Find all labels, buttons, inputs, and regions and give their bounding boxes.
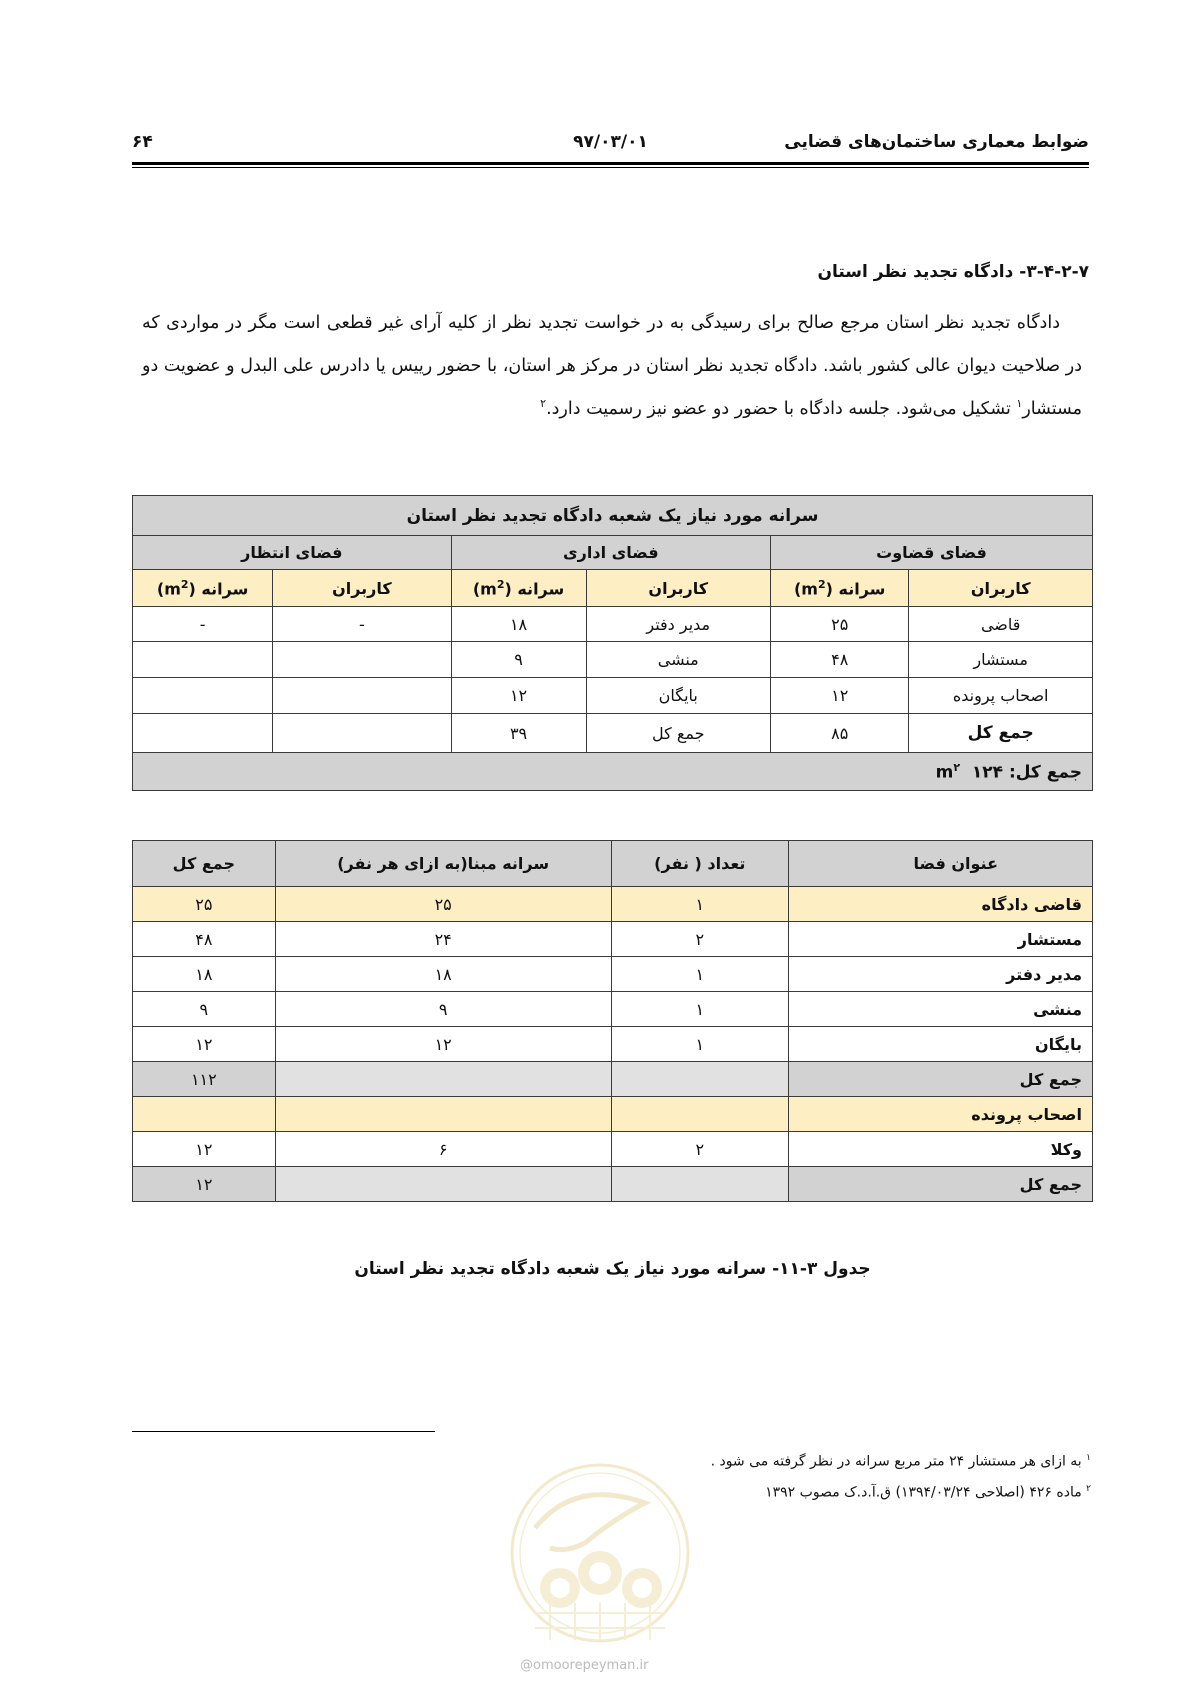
cell [273,642,451,678]
cell: ۱۱۲ [133,1062,276,1097]
paragraph-text-2: تشکیل می‌شود. جلسه دادگاه با حضور دو عضو نیز رسمیت دارد. [546,399,1017,419]
cell-name: مدیر دفتر [788,957,1092,992]
cell [611,1062,788,1097]
cell-name: وکلا [788,1132,1092,1167]
cell: منشی [586,642,770,678]
cell-name: جمع کل [788,1167,1092,1202]
cell [275,1097,611,1132]
cell-name: منشی [788,992,1092,1027]
cell: ۹ [275,992,611,1027]
body-paragraph [142,302,1082,431]
col-header-space-title: عنوان فضا [788,841,1092,887]
cell: ۱۸ [451,607,586,642]
cell: ۴۸ [133,922,276,957]
table-row [133,678,1093,714]
cell: ۱۲ [275,1027,611,1062]
cell [133,1097,276,1132]
footnote-divider [132,1431,435,1432]
cell-name: مستشار [788,922,1092,957]
cell: ۴۸ [770,642,908,678]
footnote-ref-2[interactable]: ۲ [540,397,547,411]
header-rule [132,162,1089,165]
cell: ۱۲ [133,1132,276,1167]
footnote-1: $^۱$ به ازای هر مستشار ۲۴ متر مربع سرانه در نظر گرفته می شود . [710,1453,1091,1470]
cell [133,714,273,753]
table-row [133,1027,1093,1062]
cell: - [133,607,273,642]
cell: ۱۲ [451,678,586,714]
cell: ۱ [611,1027,788,1062]
cell: مستشار [909,642,1093,678]
cell-name: قاضی دادگاه [788,887,1092,922]
cell: ۱ [611,887,788,922]
group-office-space: فضای اداری [451,536,770,570]
col-header-users: کاربران [273,570,451,607]
cell: ۲۵ [275,887,611,922]
cell: ۱ [611,957,788,992]
cell: ۲۵ [133,887,276,922]
table-row [133,1132,1093,1167]
group-judging-space: فضای قضاوت [770,536,1092,570]
section-heading: ۳-۴-۲-۷- دادگاه تجدید نظر استان [817,262,1089,282]
cell: ۱۸ [275,957,611,992]
cell: ۸۵ [770,714,908,753]
cell: ۱۲ [133,1027,276,1062]
cell: ۹ [451,642,586,678]
col-header-per-capita: سرانه $(m^2)$ [133,570,273,607]
header-title: ضوابط معماری ساختمان‌های قضایی [784,132,1089,152]
cell [611,1097,788,1132]
page-header [132,120,1089,154]
cell: اصحاب پرونده [909,678,1093,714]
watermark-logo-icon [505,1458,695,1673]
cell: قاضی [909,607,1093,642]
cell: ۲۵ [770,607,908,642]
watermark-url: @omoorepeyman.ir [520,1658,649,1673]
table-row [133,922,1093,957]
cell [273,678,451,714]
cell [275,1167,611,1202]
header-rule-thin [132,167,1089,168]
cell: ۳۹ [451,714,586,753]
table-row [133,992,1093,1027]
calculation-table [132,840,1093,1202]
cell-name: اصحاب پرونده [788,1097,1092,1132]
table-caption: جدول ۳-۱۱- سرانه مورد نیاز یک شعبه دادگاه تجدید نظر استان [354,1259,871,1279]
col-header-total: جمع کل [133,841,276,887]
cell: ۲۴ [275,922,611,957]
grand-total: جمع کل: ۱۲۴ $m^۲$ [133,753,1093,791]
col-header-per-capita: سرانه $(m^2)$ [451,570,586,607]
cell: ۹ [133,992,276,1027]
col-header-users: کاربران [909,570,1093,607]
col-header-base: سرانه مبنا(به ازای هر نفر) [275,841,611,887]
cell [273,714,451,753]
per-capita-table [132,495,1093,791]
cell: ۱۲ [133,1167,276,1202]
header-date: ۹۷/۰۳/۰۱ [573,132,648,152]
cell [275,1062,611,1097]
cell: ۲ [611,1132,788,1167]
cell: مدیر دفتر [586,607,770,642]
cell [133,678,273,714]
cell: ۱۲ [770,678,908,714]
table-row [133,887,1093,922]
footnotes [711,1445,1091,1506]
cell-name: جمع کل [788,1062,1092,1097]
page-number: ۶۴ [132,132,153,152]
cell-name: بایگان [788,1027,1092,1062]
cell [133,642,273,678]
table-row [133,607,1093,642]
table-row-section [133,1097,1093,1132]
cell: - [273,607,451,642]
table-row [133,957,1093,992]
cell: جمع کل [909,714,1093,753]
col-header-users: کاربران [586,570,770,607]
table-row-total [133,714,1093,753]
paragraph-text-1: دادگاه تجدید نظر استان مرجع صالح برای رسیدگی به در خواست تجدید نظر از کلیه آرای غیر قطعی است مگر در مواردی که در صلاحیت دیوان عالی کشور باشد. دادگاه تجدید نظر استان در مرکز هر استان، با حضور رییس یا دادرس علی البدل و عضویت دو مستشار [142,313,1082,419]
footnote-2: $^۲$ ماده ۴۲۶ (اصلاحی ۱۳۹۴/۰۳/۲۴) ق.آ.د.ک مصوب ۱۳۹۲ [765,1483,1091,1501]
footnote-ref-1[interactable]: ۱ [1016,397,1023,411]
cell: ۶ [275,1132,611,1167]
table-row-subtotal [133,1167,1093,1202]
table-row [133,642,1093,678]
cell: ۲ [611,922,788,957]
cell: جمع کل [586,714,770,753]
cell [611,1167,788,1202]
cell: ۱ [611,992,788,1027]
cell: ۱۸ [133,957,276,992]
table-title: سرانه مورد نیاز یک شعبه دادگاه تجدید نظر استان [133,496,1093,536]
col-header-per-capita: سرانه $(m^2)$ [770,570,908,607]
table-row-subtotal [133,1062,1093,1097]
group-waiting-space: فضای انتظار [133,536,452,570]
col-header-count: تعداد ( نفر) [611,841,788,887]
cell: بایگان [586,678,770,714]
